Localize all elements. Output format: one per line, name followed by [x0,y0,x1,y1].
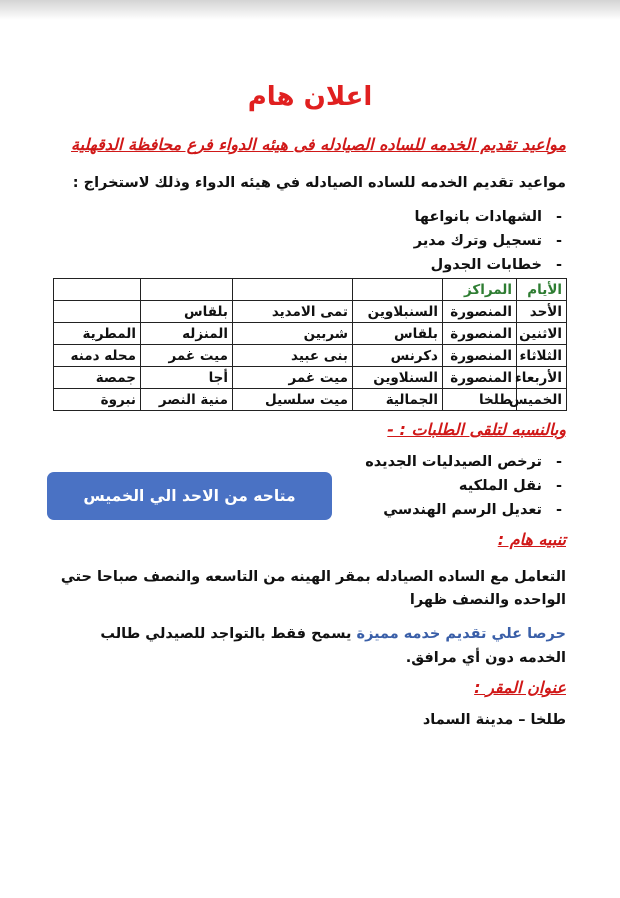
table-cell: دكرنس [353,345,443,367]
table-cell: المنصورة [443,345,517,367]
availability-banner: متاحه من الاحد الي الخميس [47,472,332,520]
table-cell: نبروة [54,389,141,411]
header-cell [54,279,141,301]
intro-text: مواعيد تقديم الخدمه للساده الصيادله في هيئه الدواء وذلك لاستخراج : [72,175,566,191]
table-cell: المنزله [141,323,233,345]
list-item: - نقل الملكيه [365,474,562,498]
table-cell: الثلاثاء [517,345,567,367]
header-cell [141,279,233,301]
table-cell: السنلاوين [353,367,443,389]
table-cell: تمى الامديد [233,301,353,323]
table-cell: ميت غمر [141,345,233,367]
table-cell: الخميس [517,389,567,411]
table-cell: ميت سلسيل [233,389,353,411]
table-cell: منية النصر [141,389,233,411]
schedule-subtitle: مواعيد تقديم الخدمه للساده الصيادله فى هيئه الدواء فرع محافظة الدقهلية [71,135,566,154]
table-row [54,367,567,389]
table-cell: الأربعاء [517,367,567,389]
table-cell: بلقاس [141,301,233,323]
table-cell: المنصورة [443,367,517,389]
table-cell: السنبلاوين [353,301,443,323]
header-days: الأيام [517,279,567,301]
table-header-row [54,279,567,301]
schedule-table [53,278,567,411]
page-title: اعلان هام [247,82,373,112]
table-cell: بلقاس [353,323,443,345]
header-cell [233,279,353,301]
table-cell [54,301,141,323]
table-row [54,345,567,367]
header-centers: المراكز [443,279,517,301]
table-row [54,323,567,345]
table-cell: أجا [141,367,233,389]
table-cell: الاثنين [517,323,567,345]
quality-text: يسمح فقط بالتواجد للصيدلي طالب الخدمه دون أي مرافق. [100,626,566,666]
list-item: - الشهادات بانواعها [414,205,562,229]
quality-highlight: حرصا علي تقديم خدمه مميزة [356,626,566,642]
table-cell: شربين [233,323,353,345]
table-cell: الجمالية [353,389,443,411]
table-cell: جمصة [54,367,141,389]
table-row [54,301,567,323]
table-row [54,389,567,411]
address-text: طلخا – مدينة السماد [422,712,566,728]
address-heading: عنوان المقر : [474,678,566,697]
certificates-list [414,205,562,277]
notice-heading: تنبيه هام : [497,530,566,549]
table-cell: المطرية [54,323,141,345]
requests-heading: وبالنسبه لتلقى الطلبات : - [387,420,566,439]
list-item: - ترخص الصيدليات الجديده [365,450,562,474]
quality-note [51,622,566,670]
notice-text: التعامل مع الساده الصيادله بمقر الهينه من التاسعه والنصف صباحا حتي الواحده والنصف ظهرا [60,569,566,608]
list-item: - تعديل الرسم الهندسي [365,498,562,522]
requests-list [365,450,562,522]
table-cell: محله دمنه [54,345,141,367]
list-item: - خطابات الجدول [414,253,562,277]
table-cell: ميت غمر [233,367,353,389]
table-cell: المنصورة [443,301,517,323]
table-cell: الأحد [517,301,567,323]
list-item: - تسجيل وترك مدير [414,229,562,253]
table-cell: المنصورة [443,323,517,345]
header-cell [353,279,443,301]
table-cell: طلخا [443,389,517,411]
table-cell: بنى عبيد [233,345,353,367]
